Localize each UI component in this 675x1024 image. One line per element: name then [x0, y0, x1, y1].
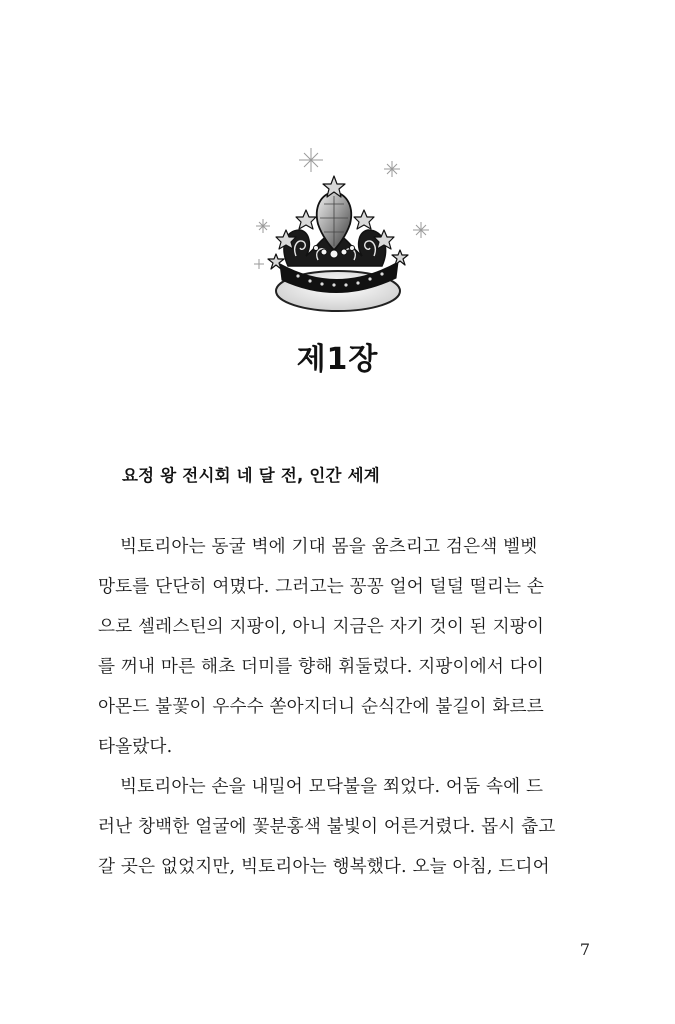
text-line: 를 꺼내 마른 해초 더미를 향해 휘둘렀다. 지팡이에서 다이 — [98, 657, 545, 677]
text-line: 러난 창백한 얼굴에 꽃분홍색 불빛이 어른거렸다. 몹시 춥고 — [98, 817, 556, 837]
paragraph-2 — [98, 767, 588, 887]
body-text — [98, 527, 588, 887]
text-line: 으로 셀레스틴의 지팡이, 아니 지금은 자기 것이 된 지팡이 — [98, 617, 545, 637]
text-line: 갈 곳은 없었지만, 빅토리아는 행복했다. 오늘 아침, 드디어 — [98, 857, 550, 877]
crown-icon — [240, 138, 430, 320]
scene-heading: 요정 왕 전시회 네 달 전, 인간 세계 — [122, 466, 380, 485]
text-line: 빅토리아는 손을 내밀어 모닥불을 쬐었다. 어둠 속에 드 — [120, 777, 544, 797]
page-number: 7 — [579, 940, 590, 959]
text-line: 아몬드 불꽃이 우수수 쏟아지더니 순식간에 불길이 화르르 — [98, 697, 544, 717]
text-line: 망토를 단단히 여몄다. 그러고는 꽁꽁 얼어 덜덜 떨리는 손 — [98, 577, 545, 597]
paragraph-1 — [98, 527, 588, 767]
chapter-title: 제1장 — [296, 342, 379, 377]
text-line: 타올랐다. — [98, 737, 173, 757]
crown-illustration — [240, 138, 430, 320]
text-line: 빅토리아는 동굴 벽에 기대 몸을 움츠리고 검은색 벨벳 — [120, 537, 538, 557]
